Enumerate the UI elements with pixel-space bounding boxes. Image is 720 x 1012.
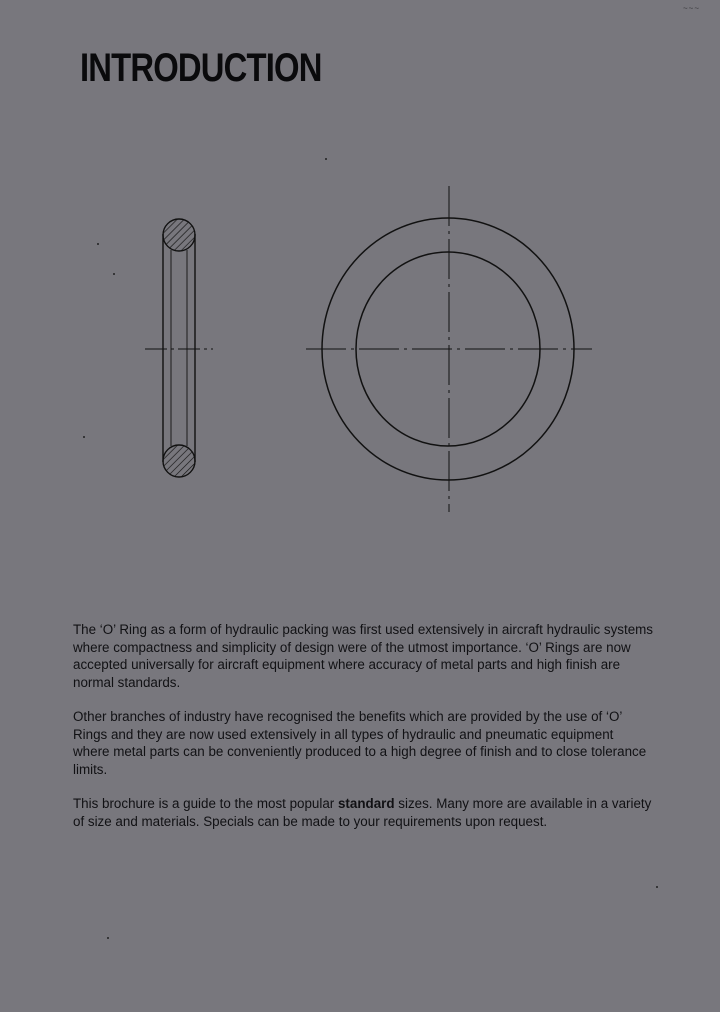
- introduction-body: [73, 621, 653, 847]
- scan-speck: [113, 273, 115, 275]
- paragraph-brochure: [73, 795, 653, 830]
- paragraph-brochure-start: This brochure is a guide to the most popular: [73, 796, 338, 811]
- scan-speck: [107, 937, 109, 939]
- paragraph-brochure-end: sizes. Many more are available in a variety of size and materials. Specials can be made to your requirements upon request.: [73, 796, 652, 829]
- standard-emphasis: standard: [337, 796, 395, 811]
- paragraph-industry: Other branches of industry have recognised the benefits which are provided by the use of ‘O’ Rings and they are now used extensively in all types of hydraulic and pneumatic equipment where metal parts can be conveniently produced to a high degree of finish and to close tolerance limits.: [73, 709, 647, 777]
- paragraph-history: The ‘O’ Ring as a form of hydraulic packing was first used extensively in aircraft hydraulic systems where compactness and simplicity of design were of the utmost importance. ‘O’ Rings are now accepted universally for aircraft equipment where accuracy of metal parts and high finish are normal standards.: [73, 622, 653, 690]
- scan-speck: [656, 886, 658, 888]
- scan-speck: [83, 436, 85, 438]
- corner-scan-mark: ~~~: [682, 4, 700, 13]
- scan-speck: [97, 243, 99, 245]
- scan-speck: [325, 158, 327, 160]
- cross-section-bottom-hatched: [163, 445, 195, 477]
- o-ring-front-view: [306, 186, 592, 512]
- cross-section-top-hatched: [163, 219, 195, 251]
- o-ring-cross-section: [145, 219, 213, 477]
- page-title: INTRODUCTION: [80, 46, 322, 90]
